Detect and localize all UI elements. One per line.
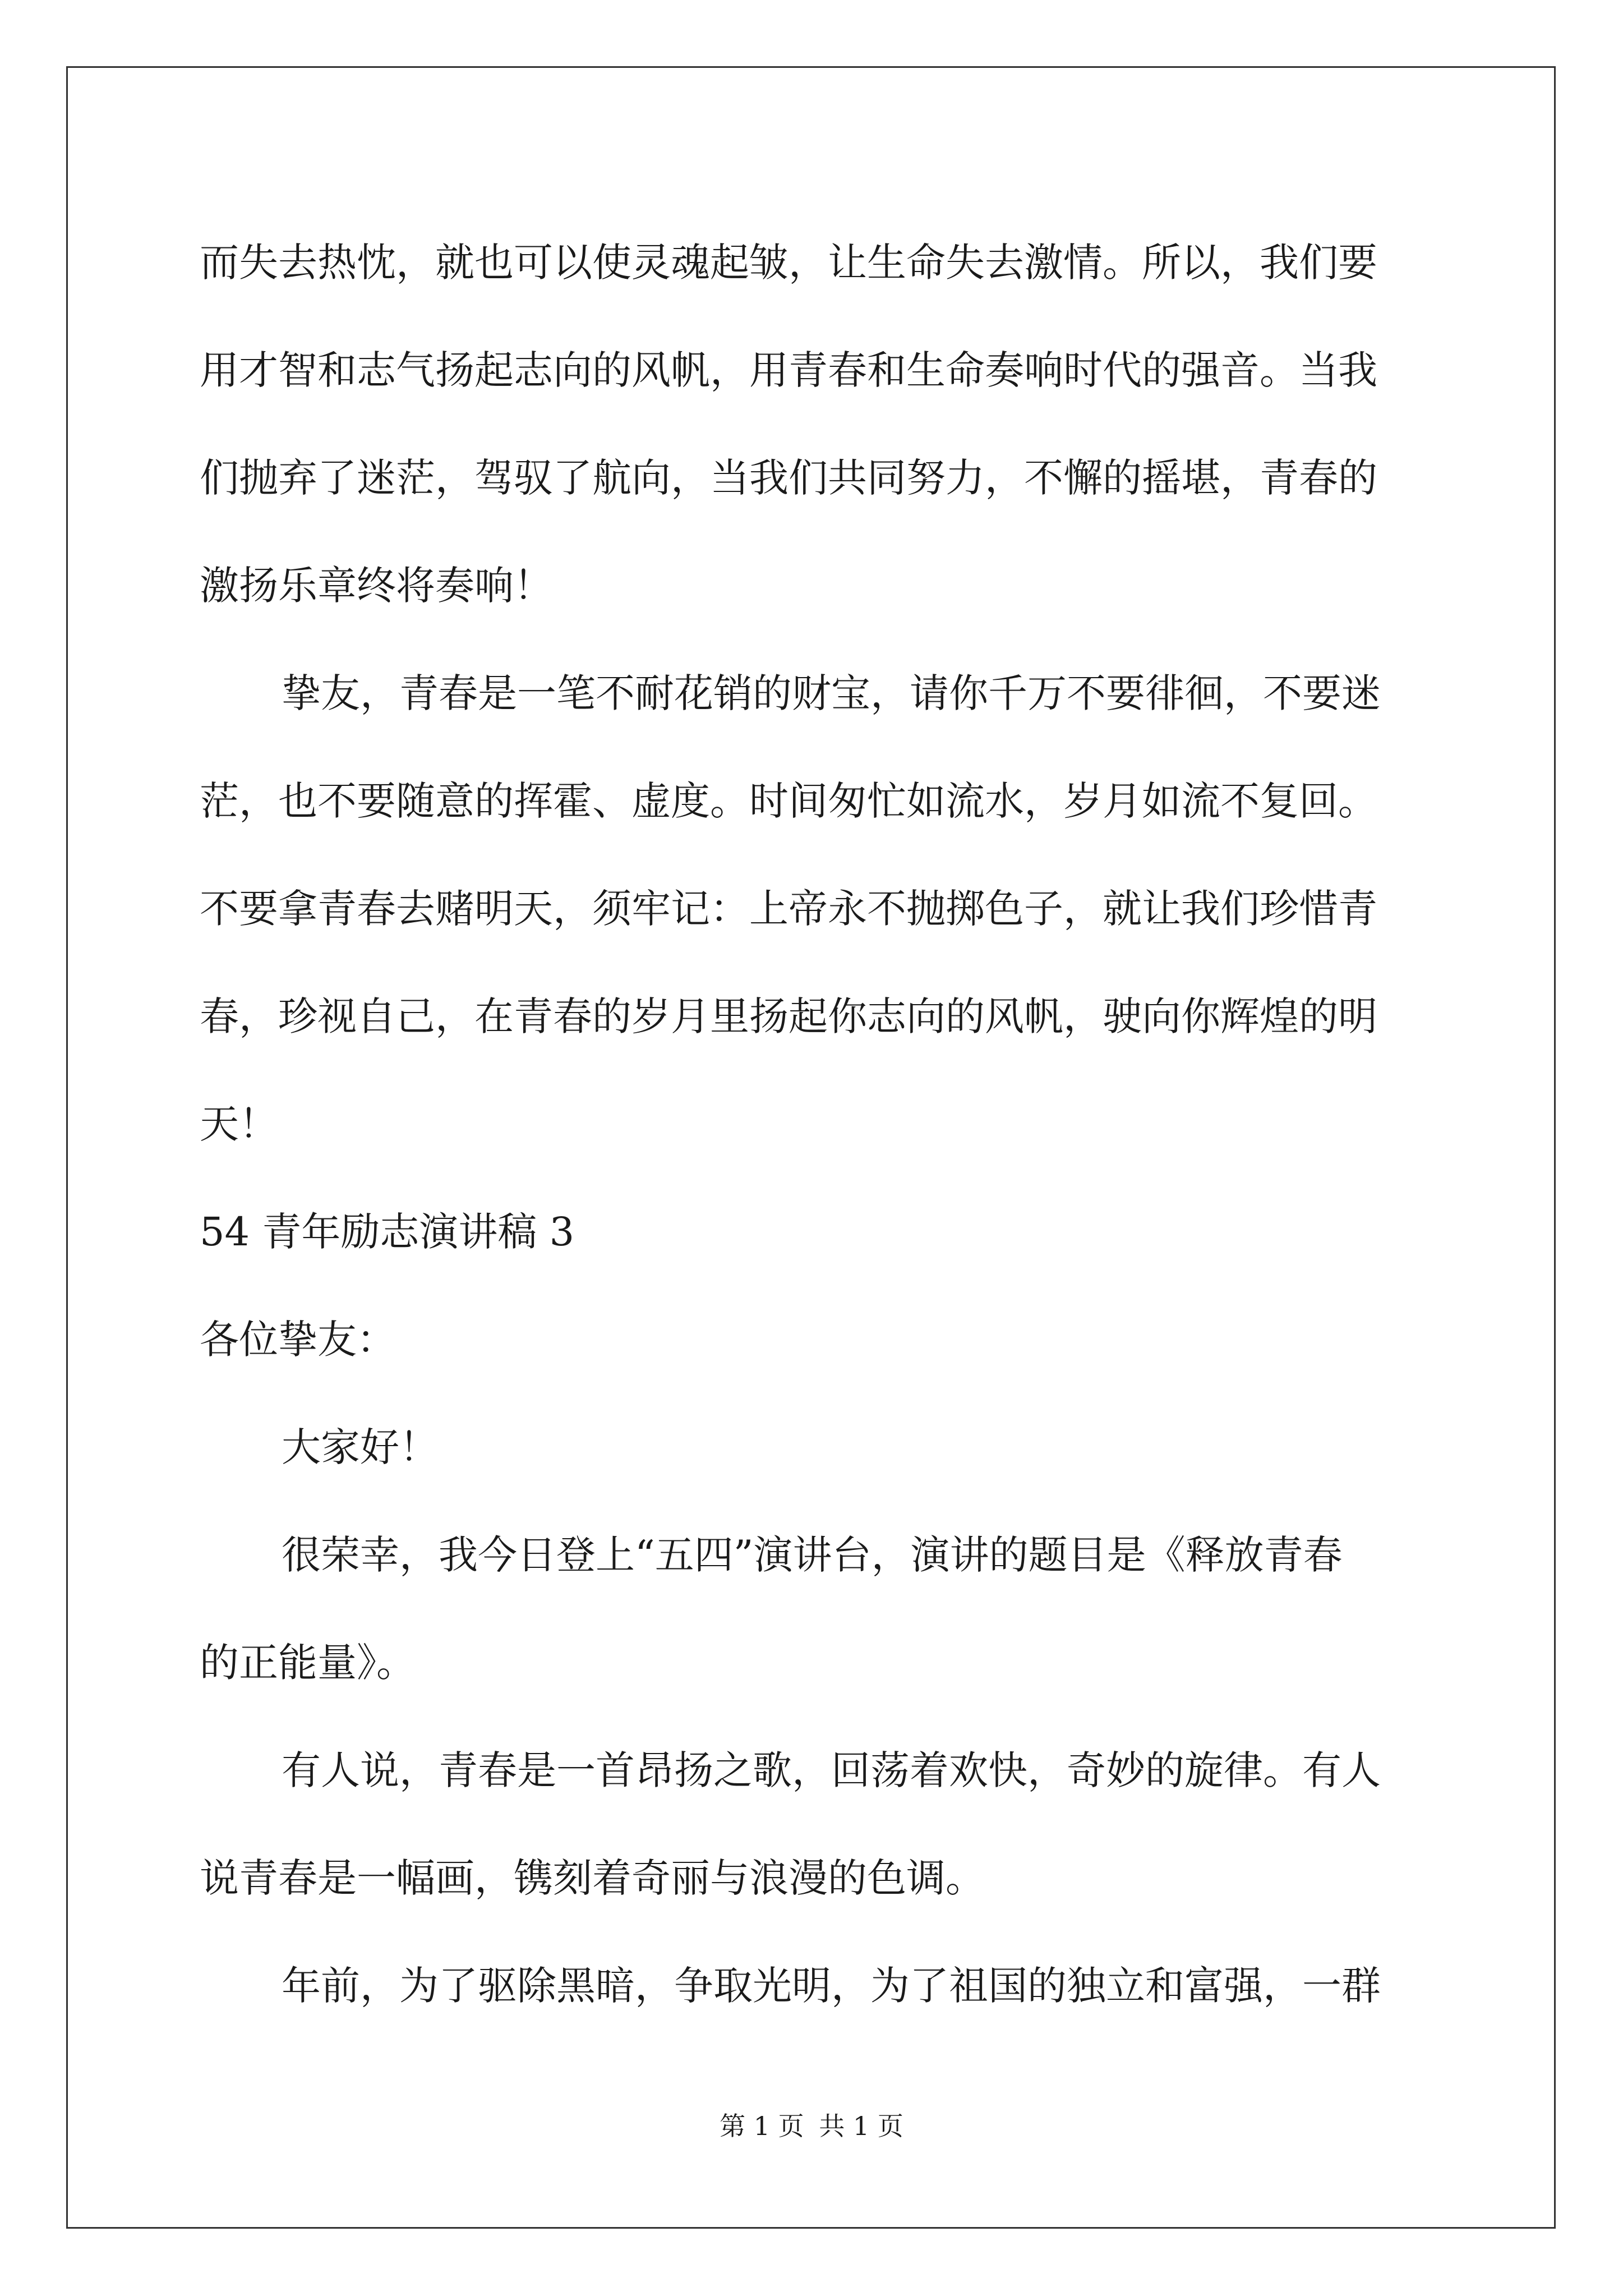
text-line: 说青春是一幅画，镌刻着奇丽与浪漫的色调。 bbox=[200, 1855, 985, 1901]
text-line: 而失去热忱，就也可以使灵魂起皱，让生命失去激情。所以，我们要 bbox=[200, 240, 1377, 286]
text-line: 的正能量》。 bbox=[200, 1640, 416, 1686]
text-line: 用才智和志气扬起志向的风帆，用青春和生命奏响时代的强音。当我 bbox=[200, 347, 1377, 393]
page-number-total: 共 1 页 bbox=[819, 2111, 903, 2141]
text-line: 很荣幸，我今日登上“五四”演讲台，演讲的题目是《释放青春 bbox=[282, 1532, 1343, 1578]
greeting: 大家好！ bbox=[282, 1424, 439, 1470]
page-footer bbox=[0, 2109, 1623, 2143]
text-line: 挚友，青春是一笔不耐花销的财宝，请你千万不要徘徊，不要迷 bbox=[282, 670, 1381, 716]
text-line: 不要拿青春去赌明天，须牢记：上帝永不抛掷色子，就让我们珍惜青 bbox=[200, 886, 1377, 932]
text-line: 们抛弃了迷茫，驾驭了航向，当我们共同努力，不懈的摇堪，青春的 bbox=[200, 455, 1377, 501]
salutation: 各位挚友： bbox=[200, 1317, 396, 1363]
page-number-current: 第 1 页 bbox=[720, 2111, 804, 2141]
text-line: 天！ bbox=[200, 1101, 278, 1147]
text-line: 有人说，青春是一首昂扬之歌，回荡着欢快，奇妙的旋律。有人 bbox=[282, 1747, 1381, 1793]
text-line: 茫，也不要随意的挥霍、虚度。时间匆忙如流水，岁月如流不复回。 bbox=[200, 778, 1377, 824]
text-line: 激扬乐章终将奏响！ bbox=[200, 563, 553, 609]
text-line: 年前，为了驱除黑暗，争取光明，为了祖国的独立和富强，一群 bbox=[282, 1963, 1381, 2009]
text-line: 春，珍视自己，在青春的岁月里扬起你志向的风帆，驶向你辉煌的明 bbox=[200, 993, 1377, 1039]
section-title: 54 青年励志演讲稿 3 bbox=[200, 1209, 575, 1255]
document-body bbox=[200, 209, 1433, 2040]
